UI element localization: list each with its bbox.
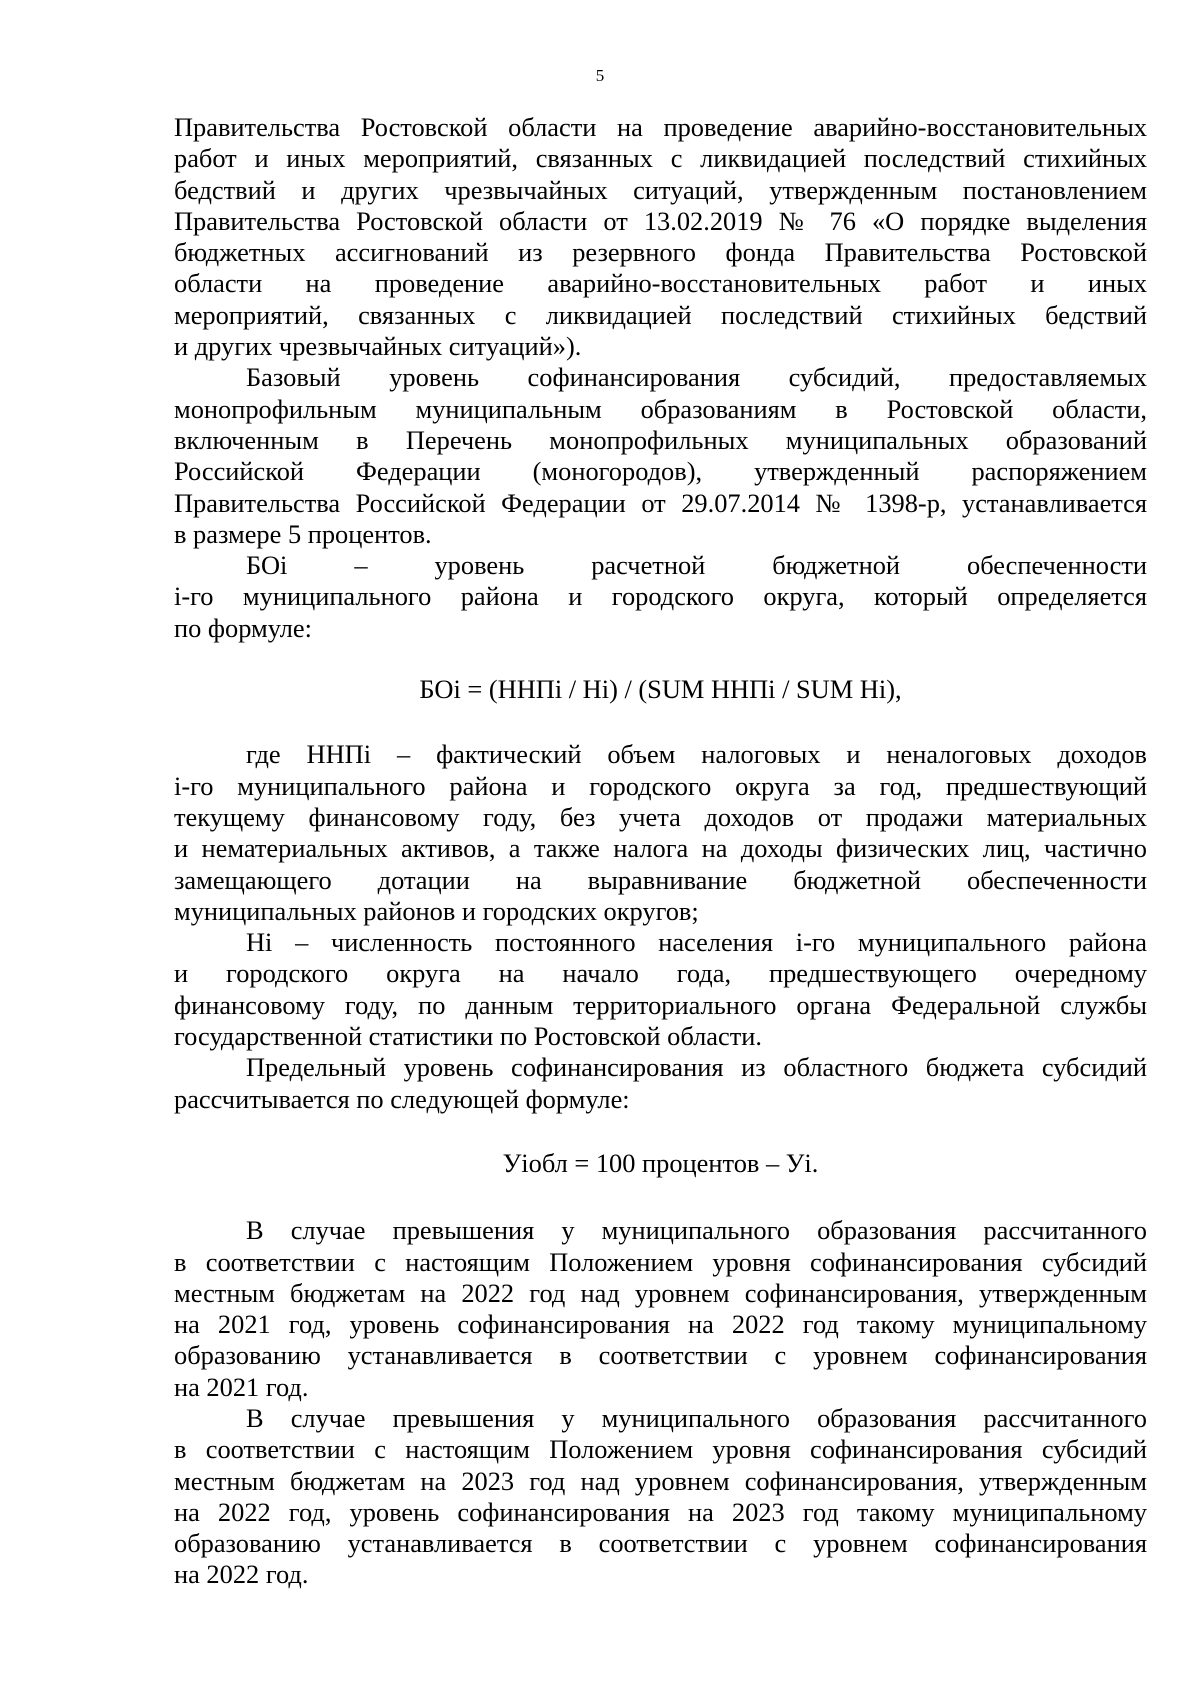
- text-line: муниципальных районов и городских округов;: [174, 895, 699, 926]
- text-line: образованию устанавливается в соответствии с уровнем софинансирования: [174, 1528, 1147, 1559]
- text-line: работ и иных мероприятий, связанных с ликвидацией последствий стихийных: [174, 143, 1147, 174]
- text-line: В случае превышения у муниципального образования рассчитанного: [246, 1215, 1147, 1246]
- text-line: Российской Федерации (моногородов), утвержденный распоряжением: [174, 456, 1147, 487]
- text-line: Нi – численность постоянного населения i-го муниципального района: [246, 927, 1147, 958]
- text-line: образованию устанавливается в соответствии с уровнем софинансирования: [174, 1340, 1147, 1371]
- text-line: текущему финансовому году, без учета доходов от продажи материальных: [174, 801, 1147, 832]
- text-line: финансовому году, по данным территориального органа Федеральной службы: [174, 989, 1147, 1020]
- text-line: в размере 5 процентов.: [174, 518, 432, 549]
- text-line: монопрофильным муниципальным образованиям в Ростовской области,: [174, 393, 1147, 424]
- text-line: Правительства Российской Федерации от 29.07.2014 № 1398-р, устанавливается: [174, 487, 1147, 518]
- text-line: В случае превышения у муниципального образования рассчитанного: [246, 1402, 1147, 1433]
- text-line: на 2022 год.: [174, 1559, 309, 1590]
- text-line: бюджетных ассигнований из резервного фонда Правительства Ростовской: [174, 237, 1147, 268]
- paragraph-excess-2022: [174, 1215, 1147, 1403]
- document-body: [174, 112, 1147, 1591]
- text-line: Правительства Ростовской области на проведение аварийно-восстановительных: [174, 112, 1147, 142]
- text-line: области на проведение аварийно-восстановительных работ и иных: [174, 268, 1147, 299]
- text-line: по формуле:: [174, 612, 312, 643]
- text-line: i-го муниципального района и городского округа за год, предшествующий: [174, 770, 1147, 801]
- formula-max-cofinancing: Уiобл = 100 процентов – Уi.: [502, 1147, 819, 1178]
- text-line: местным бюджетам на 2023 год над уровнем софинансирования, утвержденным: [174, 1465, 1147, 1496]
- text-line: на 2021 год, уровень софинансирования на 2022 год такому муниципальному: [174, 1309, 1147, 1340]
- text-line: в соответствии с настоящим Положением уровня софинансирования субсидий: [174, 1246, 1147, 1277]
- text-line: где ННПi – фактический объем налоговых и неналоговых доходов: [246, 739, 1147, 770]
- text-line: БОi – уровень расчетной бюджетной обеспеченности: [246, 550, 1147, 581]
- text-line: государственной статистики по Ростовской области.: [174, 1021, 762, 1052]
- text-line: на 2021 год.: [174, 1371, 309, 1402]
- text-line: мероприятий, связанных с ликвидацией последствий стихийных бедствий: [174, 299, 1147, 330]
- paragraph-population-definition: [174, 927, 1147, 1052]
- text-line: и других чрезвычайных ситуаций»).: [174, 331, 582, 362]
- text-line: Базовый уровень софинансирования субсидий, предоставляемых: [246, 362, 1147, 393]
- text-line: бедствий и других чрезвычайных ситуаций, утвержденным постановлением: [174, 174, 1147, 205]
- text-line: на 2022 год, уровень софинансирования на 2023 год такому муниципальному: [174, 1496, 1147, 1527]
- paragraph-base-cofinancing-level: [174, 362, 1147, 550]
- text-line: включенным в Перечень монопрофильных муниципальных образований: [174, 424, 1147, 455]
- text-line: рассчитывается по следующей формуле:: [174, 1083, 630, 1114]
- text-line: местным бюджетам на 2022 год над уровнем софинансирования, утвержденным: [174, 1277, 1147, 1308]
- paragraph-budget-sufficiency-definition: [174, 550, 1147, 644]
- text-line: в соответствии с настоящим Положением уровня софинансирования субсидий: [174, 1434, 1147, 1465]
- paragraph-excess-2023: [174, 1403, 1147, 1591]
- formula-budget-sufficiency: БОi = (ННПi / Нi) / (SUM ННПi / SUM Нi),: [419, 674, 902, 705]
- text-line: и нематериальных активов, а также налога на доходы физических лиц, частично: [174, 833, 1147, 864]
- text-line: Правительства Ростовской области от 13.02.2019 № 76 «О порядке выделения: [174, 205, 1147, 236]
- paragraph-max-cofinancing-level: [174, 1052, 1147, 1115]
- text-line: замещающего дотации на выравнивание бюджетной обеспеченности: [174, 864, 1147, 895]
- text-line: и городского округа на начало года, предшествующего очередному: [174, 958, 1147, 989]
- text-line: i-го муниципального района и городского округа, который определяется: [174, 581, 1147, 612]
- paragraph-tax-revenue-definition: [174, 739, 1147, 927]
- page-number: 5: [595, 66, 605, 85]
- text-line: Предельный уровень софинансирования из областного бюджета субсидий: [246, 1052, 1147, 1083]
- paragraph-reserve-fund-continuation: [174, 112, 1147, 362]
